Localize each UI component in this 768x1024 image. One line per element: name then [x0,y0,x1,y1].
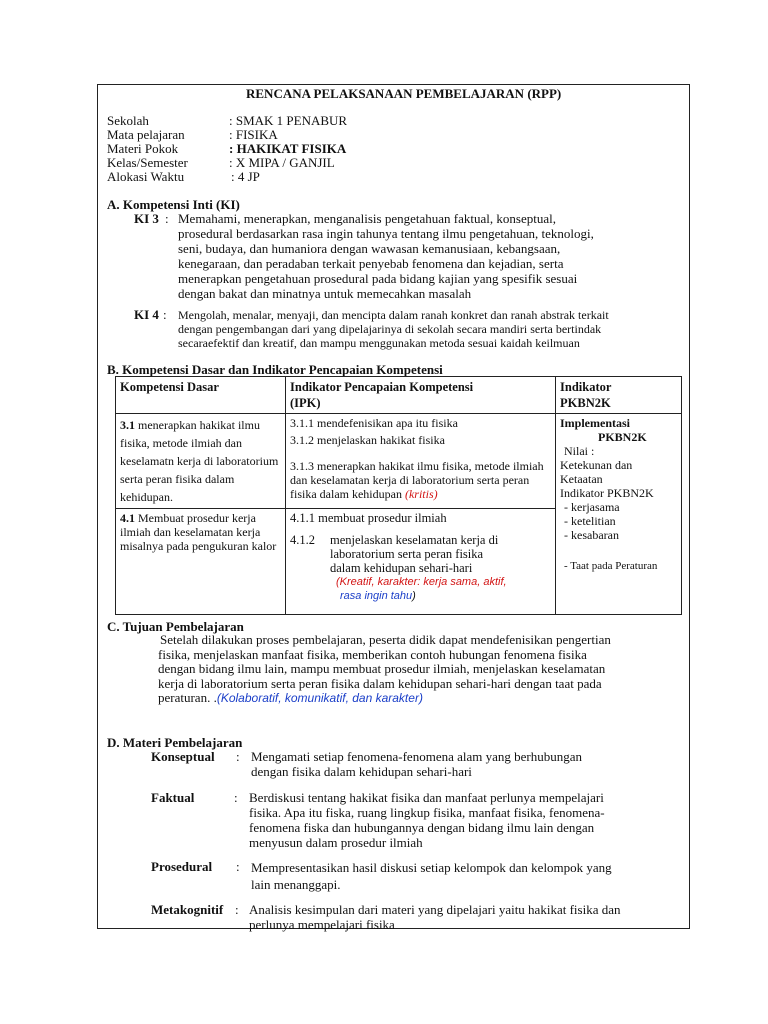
ki3-line: kenegaraan, dan peradaban terkait penyebab fenomena dan kejadian, serta [178,256,564,271]
ipk-tag-close: ) [412,590,416,602]
identity-label: Kelas/Semester [107,155,188,170]
materi-label: Konseptual [151,749,215,764]
identity-value: : HAKIKAT FISIKA [229,141,347,156]
tujuan-line: peraturan. . [158,690,217,706]
ipk-item: 4.1.1 membuat prosedur ilmiah [290,511,447,525]
identity-value: : X MIPA / GANJIL [229,155,335,170]
header-ipk: Indikator Pencapaian Kompetensi (IPK) [286,377,556,414]
materi-text [249,902,620,932]
kd-text: menerapkan hakikat ilmu fisika, metode ilmiah dan keselamatn kerja di laboratorium serta peran fisika dalam kehidupan. [120,418,279,504]
pk-line: - Taat pada Peraturan [564,560,658,572]
tujuan-line: dengan bidang ilmu lain, mampu membuat prosedur ilmiah, menjelaskan keselamatan [158,661,606,677]
ki3-line: dengan bakat dan minatnya untuk memecahkan masalah [178,286,472,301]
identity-value: : 4 JP [231,169,260,184]
materi-line: Berdiskusi tentang hakikat fisika dan manfaat perlunya mempelajari [249,790,604,805]
pk-line: Ketekunan dan [560,458,633,472]
materi-line: Mengamati setiap fenomena-fenomena alam yang berhubungan [251,749,583,764]
section-b-heading: B. Kompetensi Dasar dan Indikator Pencapaian Kompetensi [107,362,443,377]
ki3-line: Memahami, menerapkan, menganalisis pengetahuan faktual, konseptual, [178,211,556,226]
materi-colon: : [236,859,240,874]
document-title: RENCANA PELAKSANAAN PEMBELAJARAN (RPP) [246,86,562,101]
table-header-row [116,377,682,414]
ipk-item: 3.1.2 menjelaskan hakikat fisika [290,433,445,447]
pkbn2k-cell [556,414,682,615]
pk-line: - kerjasama [564,500,620,514]
ipk-line: dalam kehidupan sehari-hari [330,561,473,575]
tujuan-line: Setelah dilakukan proses pembelajaran, peserta didik dapat mendefenisikan pengertian [160,632,611,647]
ipk-item: 3.1.3 menerapkan hakikat ilmu fisika, metode ilmiah dan keselamatan kerja di laboratorium serta peran fisika dalam kehidupan [290,459,544,501]
kd-number: 3.1 [120,418,135,432]
table-row [116,414,682,509]
ki4-text [178,308,609,350]
ipk-tag: (kritis) [404,487,438,501]
kd-cell [116,414,286,509]
ki4-colon: : [163,307,167,322]
ki4-label: KI 4 [134,307,159,322]
materi-line: fisika. Apa itu fiska, ruang lingkup fisika, manfaat fisika, fenomena- [249,805,605,820]
tujuan-line: kerja di laboratorium serta peran fisika dalam kehidupan sehari-hari dengan taat pada [158,675,602,691]
identity-value: : SMAK 1 PENABUR [229,113,348,128]
materi-line: lain menanggapi. [251,877,341,892]
pk-heading: PKBN2K [598,430,647,444]
ipk-item: 4.1.2 [290,533,315,547]
materi-line: fenomena fiska dan hubungannya dengan bidang ilmu lain dengan [249,820,595,835]
kd-ipk-table [115,376,682,615]
kd-text: Membuat prosedur kerja ilmiah dan keselamatan kerja misalnya pada pengukuran kalor [120,511,277,553]
ipk-item: 3.1.1 mendefenisikan apa itu fisika [290,416,458,430]
materi-colon: : [234,790,238,805]
materi-line: Mempresentasikan hasil diskusi setiap kelompok dan kelompok yang [251,860,612,875]
header-pkbn2k: Indikator PKBN2K [556,377,682,414]
identity-label: Alokasi Waktu [107,169,185,184]
identity-label: Sekolah [107,113,149,128]
materi-label: Faktual [151,790,195,805]
ki3-line: prosedural berdasarkan rasa ingin tahunya tentang ilmu pengetahuan, teknologi, [178,226,594,241]
ki3-label: KI 3 [134,211,159,226]
ki3-colon: : [165,211,169,226]
identity-label: Materi Pokok [107,141,179,156]
ki4-line: Mengolah, menalar, menyaji, dan mencipta dalam ranah konkret dan ranah abstrak terkait [178,308,609,322]
ipk-line: menjelaskan keselamatan kerja di [330,533,499,547]
pk-line: - ketelitian [564,514,616,528]
header-kompetensi-dasar: Kompetensi Dasar [116,377,286,414]
kd-cell [116,509,286,615]
pk-heading: Implementasi [560,416,630,430]
ki4-line: secaraefektif dan kreatif, dan mampu menggunakan metoda sesuai kaidah keilmuan [178,336,580,350]
materi-line: dengan fisika dalam kehidupan sehari-hari [251,764,472,779]
kd-number: 4.1 [120,511,135,525]
ipk-tag: (Kreatif, karakter: kerja sama, aktif, [336,576,507,588]
materi-text [249,790,605,850]
ipk-line: laboratorium serta peran fisika [330,547,484,561]
materi-colon: : [235,902,239,917]
materi-text [251,859,612,893]
materi-colon: : [236,749,240,764]
materi-label: Prosedural [151,859,213,874]
identity-label: Mata pelajaran [107,127,185,142]
materi-line: Analisis kesimpulan dari materi yang dipelajari yaitu hakikat fisika dan [249,902,621,917]
ki3-line: seni, budaya, dan humaniora dengan wawasan kemanusiaan, kebangsaan, [178,241,561,256]
tujuan-text [160,633,611,706]
ki3-line: menerapkan pengetahuan prosedural pada bidang kajian yang spesifik sesuai [178,271,578,286]
pk-line: Indikator PKBN2K [560,486,654,500]
section-a-heading: A. Kompetensi Inti (KI) [107,197,240,212]
ki3-text [178,211,594,301]
pk-line: Nilai : [564,444,595,458]
ipk-tag: rasa ingin tahu [340,590,413,602]
ipk-cell [286,414,556,509]
section-d-heading: D. Materi Pembelajaran [107,735,243,750]
ipk-cell [286,509,556,615]
identity-value: : FISIKA [229,127,278,142]
tujuan-line: fisika, menjelaskan manfaat fisika, memberikan contoh hubungan fenomena fisika [158,646,587,662]
ki4-line: dengan pengembangan dari yang dipelajarinya di sekolah secara mandiri serta bertindak [178,322,602,336]
materi-line: perlunya mempelajari fisika [249,917,395,932]
pk-line: Ketaatan [560,472,603,486]
pk-line: - kesabaran [564,528,619,542]
tujuan-tag: (Kolaboratif, komunikatif, dan karakter) [216,691,423,706]
materi-text [251,749,582,779]
materi-line: menyusun dalam prosedur ilmiah [249,835,423,850]
materi-label: Metakognitif [151,902,224,917]
section-c-heading: C. Tujuan Pembelajaran [107,619,244,634]
